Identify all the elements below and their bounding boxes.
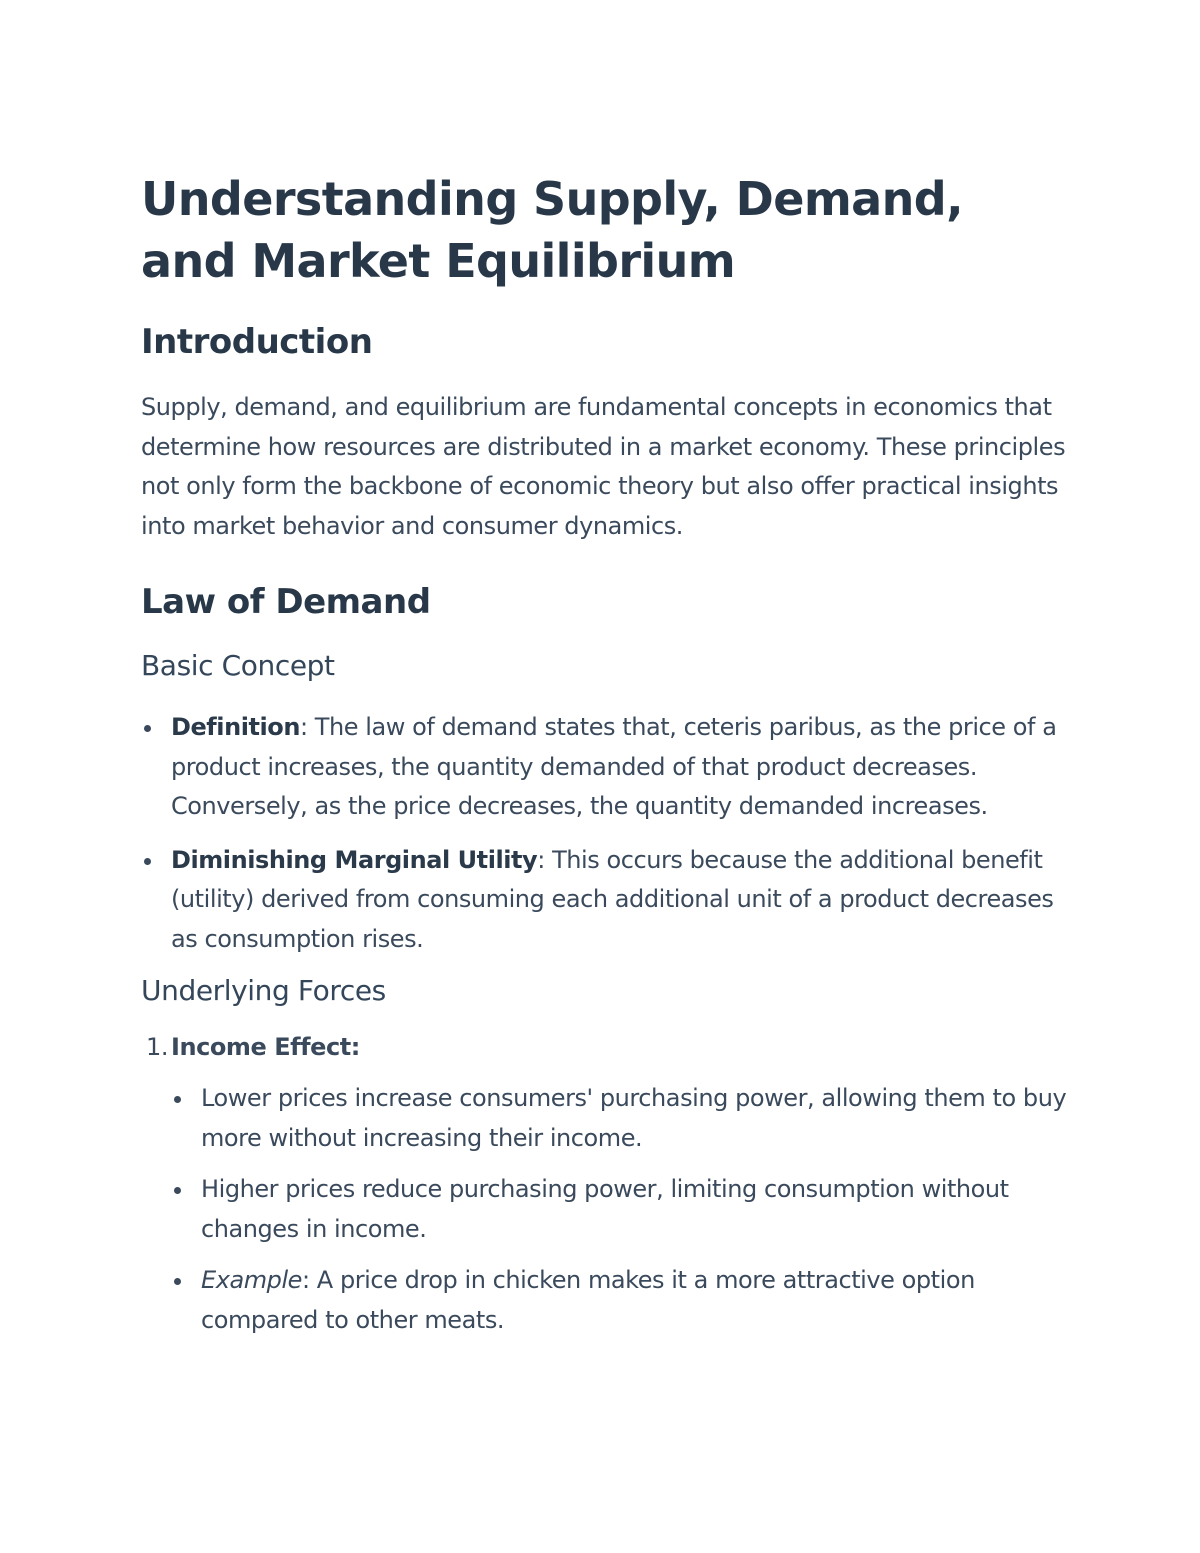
document-title: Understanding Supply, Demand, and Market Equilibrium (141, 172, 963, 288)
sub-item-text: Higher prices reduce purchasing power, limiting consumption without changes in income. (201, 1175, 1009, 1243)
subheading-underlying-forces: Underlying Forces (141, 974, 386, 1007)
definition-text: : The law of demand states that, ceteris paribus, as the price of a product increases, the quantity demanded of that product decreases. Conversely, as the price decreases, the quantity demanded increases. (171, 713, 1057, 820)
income-effect-suffix: : (350, 1033, 360, 1061)
subheading-basic-concept: Basic Concept (141, 649, 335, 682)
section-heading-law-of-demand: Law of Demand (141, 582, 431, 622)
list-item (141, 841, 1071, 960)
list-item (171, 1079, 1071, 1158)
example-text: : A price drop in chicken makes it a more attractive option compared to other meats. (201, 1266, 975, 1334)
introduction-paragraph: Supply, demand, and equilibrium are fundamental concepts in economics that determine how resources are distributed in a market economy. These principles not only form the backbone of economic theory but also offer practical insights into market behavior and consumer dynamics. (141, 393, 1066, 540)
document-page (141, 168, 1071, 1352)
sub-item-text: Lower prices increase consumers' purchasing power, allowing them to buy more without increasing their income. (201, 1084, 1067, 1152)
income-effect-term: Income Effect (171, 1033, 351, 1061)
example-label: Example (201, 1266, 302, 1294)
income-effect-sublist (171, 1079, 1071, 1340)
section-heading-introduction: Introduction (141, 322, 373, 362)
basic-concept-list (141, 708, 1071, 959)
underlying-forces-list (141, 1029, 1071, 1340)
list-item (171, 1170, 1071, 1249)
diminishing-utility-term: Diminishing Marginal Utility (171, 845, 538, 874)
list-number: 1. (146, 1033, 168, 1061)
definition-term: Definition (171, 713, 300, 741)
list-item (171, 1261, 1071, 1340)
list-item (141, 708, 1071, 827)
diminishing-utility-text: : This occurs because the additional benefit (utility) derived from consuming each additional unit of a product decreases as consumption rises. (171, 845, 1054, 953)
list-item (141, 1029, 1071, 1340)
